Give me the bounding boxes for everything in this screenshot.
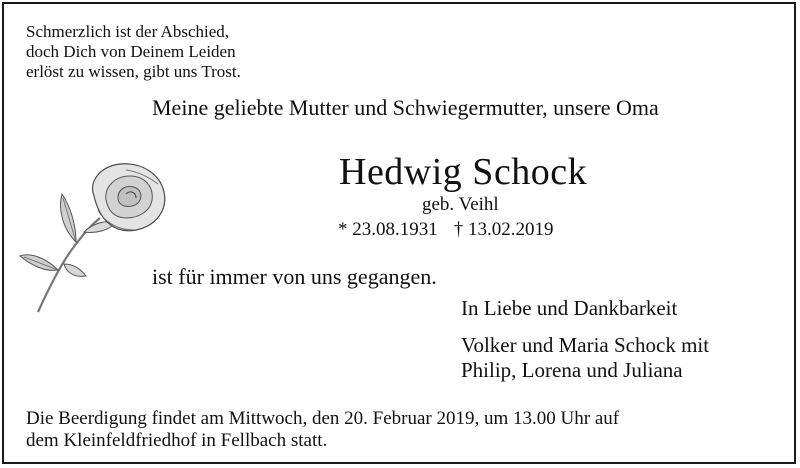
closing-phrase: In Liebe und Dankbarkeit bbox=[461, 296, 678, 320]
funeral-notice bbox=[26, 408, 619, 452]
funeral-line: Die Beerdigung findet am Mittwoch, den 20. Februar 2019, um 13.00 Uhr auf bbox=[26, 408, 620, 429]
mourners bbox=[461, 333, 709, 383]
deceased-name: Hedwig Schock bbox=[339, 151, 588, 193]
life-dates bbox=[338, 219, 554, 241]
mourner-line: Volker und Maria Schock mit bbox=[461, 333, 710, 357]
motto-line: Schmerzlich ist der Abschied, bbox=[26, 22, 230, 41]
death-date: † 13.02.2019 bbox=[453, 219, 554, 240]
intro-text: Meine geliebte Mutter und Schwiegermutter, unsere Oma bbox=[152, 95, 659, 120]
funeral-line: dem Kleinfeldfriedhof in Fellbach statt. bbox=[26, 430, 328, 451]
maiden-name: geb. Veihl bbox=[422, 194, 499, 215]
mourner-line: Philip, Lorena und Juliana bbox=[461, 358, 683, 382]
birth-date: * 23.08.1931 bbox=[338, 219, 438, 240]
passed-away-text: ist für immer von uns gegangen. bbox=[152, 264, 437, 289]
motto-line: erlöst zu wissen, gibt uns Trost. bbox=[26, 62, 241, 81]
motto-line: doch Dich von Deinem Leiden bbox=[26, 42, 236, 61]
rose-icon bbox=[18, 160, 178, 320]
motto-verse bbox=[26, 22, 241, 82]
